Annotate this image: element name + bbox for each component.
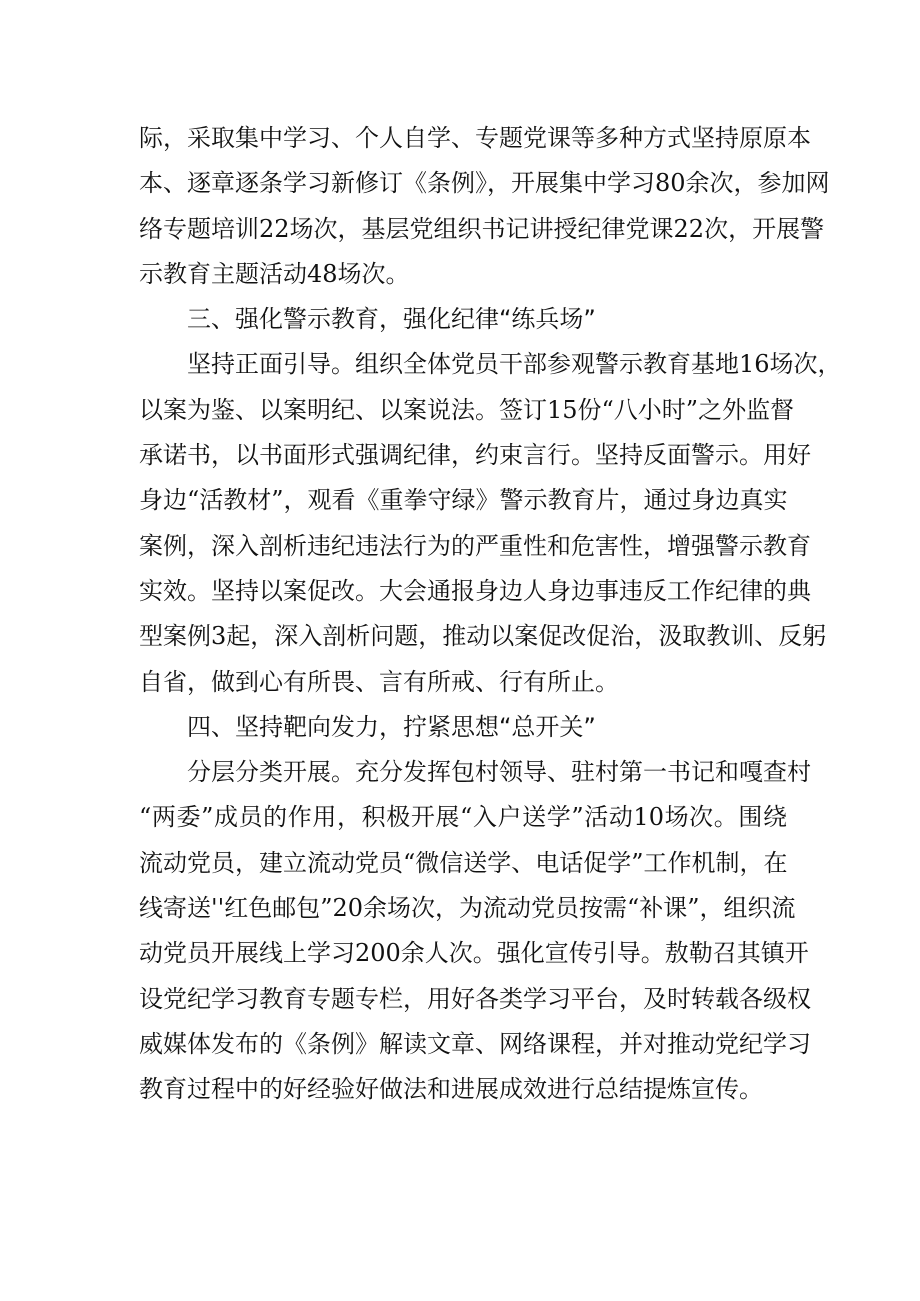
section-heading-warning-education: 三、强化警示教育，强化纪律“练兵场” [187,305,596,334]
paragraph-study [139,118,830,294]
text-line: 实效。坚持以案促改。大会通报身边人身边事违反工作纪律的典 [139,576,811,605]
text-line: “两委”成员的作用，积极开展“入户送学”活动10场次。围绕 [139,803,787,832]
text-line: 示教育主题活动48场次。 [139,259,410,288]
section-heading-targeted-efforts: 四、坚持靶向发力，拧紧思想“总开关” [187,712,596,741]
text-line: 身边“活教材”，观看《重拳守绿》警示教育片，通过身边真实 [139,486,788,515]
text-line: 设党纪学习教育专题专栏，用好各类学习平台，及时转载各级权 [139,984,811,1013]
text-line: 威媒体发布的《条例》解读文章、网络课程，并对推动党纪学习 [139,1029,811,1058]
text-line: 以案为鉴、以案明纪、以案说法。签订15份“八小时”之外监督 [139,395,795,424]
text-line: 承诺书，以书面形式强调纪律，约束言行。坚持反面警示。用好 [139,441,811,470]
text-line: 动党员开展线上学习200余人次。强化宣传引导。敖勒召其镇开 [139,939,809,968]
text-line: 流动党员，建立流动党员“微信送学、电话促学”工作机制，在 [139,848,788,877]
text-line: 型案例3起，深入剖析问题，推动以案促改促治，汲取教训、反躬 [139,622,827,651]
text-line: 教育过程中的好经验好做法和进展成效进行总结提炼宣传。 [139,1075,763,1104]
text-line: 自省，做到心有所畏、言有所戒、行有所止。 [139,667,619,696]
text-line: 线寄送''红色邮包”20余场次，为流动党员按需“补课”，组织流 [139,894,796,923]
text-line: 际，采取集中学习、个人自学、专题党课等多种方式坚持原原本 [139,124,811,152]
paragraph-targeted-efforts [139,752,811,1109]
text-line: 络专题培训22场次，基层党组织书记讲授纪律党课22次，开展警 [139,214,825,243]
document-page [139,118,842,1115]
text-line: 案例，深入剖析违纪违法行为的严重性和危害性，增强警示教育 [139,531,811,560]
text-line: 本、逐章逐条学习新修订《条例》，开展集中学习80余次，参加网 [139,169,830,198]
text-line: 坚持正面引导。组织全体党员干部参观警示教育基地16场次， [187,350,842,379]
paragraph-warning-education [139,344,842,701]
text-line: 分层分类开展。充分发挥包村领导、驻村第一书记和嘎查村 [187,758,811,787]
